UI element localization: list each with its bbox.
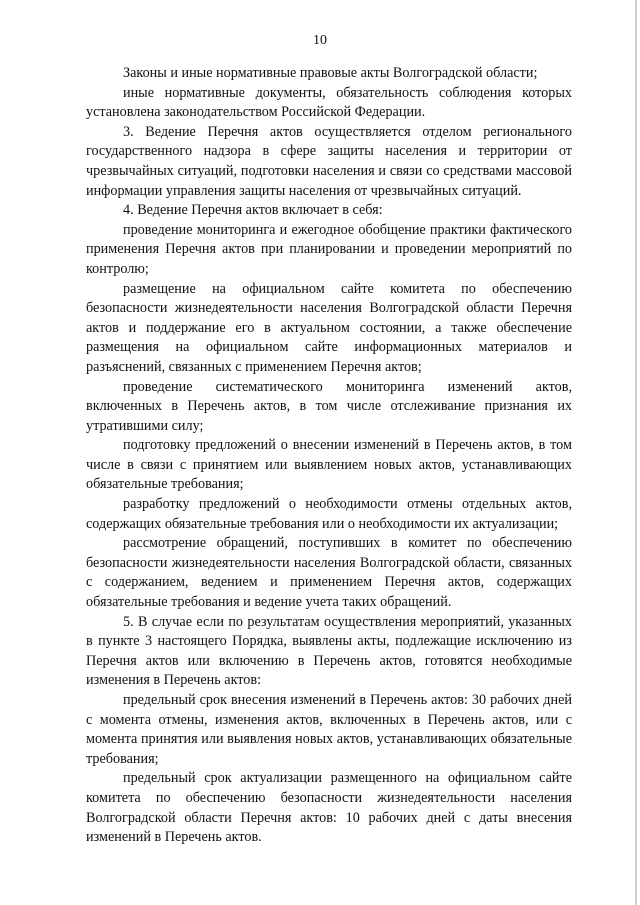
paragraph: 5. В случае если по результатам осуществления мероприятий, указанных в пункте 3 настоящего Порядка, выявлены акты, подлежащие исключению из Перечня актов или включению в Перечень актов, готовятся необходимые изменения в Перечень актов:	[86, 613, 572, 689]
paragraph: иные нормативные документы, обязательность соблюдения которых установлена законодательством Российской Федерации.	[86, 84, 572, 121]
scan-edge-line	[635, 0, 637, 905]
paragraph: проведение систематического мониторинга изменений актов, включенных в Перечень актов, в том числе отслеживание признания их утратившими силу;	[86, 378, 572, 434]
paragraph: Законы и иные нормативные правовые акты Волгоградской области;	[123, 65, 538, 81]
paragraph: рассмотрение обращений, поступивших в комитет по обеспечению безопасности жизнедеятельности населения Волгоградской области, связанных с содержанием, ведением и применением Перечня актов, содержащих обязательные требования и ведение учета таких обращений.	[86, 535, 572, 611]
paragraph: проведение мониторинга и ежегодное обобщение практики фактического применения Перечня актов при планировании и проведении мероприятий по контролю;	[86, 221, 572, 277]
paragraph: предельный срок внесения изменений в Перечень актов: 30 рабочих дней с момента отмены, изменения актов, включенных в Перечень актов, или с момента принятия или выявления новых актов, устанавливающих обязательные требования;	[86, 692, 572, 767]
paragraph: предельный срок актуализации размещенного на официальном сайте комитета по обеспечению безопасности жизнедеятельности населения Волгоградской области Перечня актов: 10 рабочих дней с даты внесения изменений в Перечень актов.	[86, 770, 572, 846]
document-body	[86, 64, 572, 848]
paragraph: размещение на официальном сайте комитета по обеспечению безопасности жизнедеятельности населения Волгоградской области Перечня актов и поддержание его в актуальном состоянии, а также обеспечение размещения на официальном сайте информационных материалов и разъяснений, связанных с применением Перечня актов;	[86, 280, 572, 375]
paragraph: 3. Ведение Перечня актов осуществляется отделом регионального государственного надзора в сфере защиты населения и территории от чрезвычайных ситуаций, подготовки населения и связи со средствами массовой информации управления защиты населения от чрезвычайных ситуаций.	[86, 123, 572, 199]
paragraph: 4. Ведение Перечня актов включает в себя:	[123, 202, 383, 219]
page-number: 10	[313, 33, 327, 48]
paragraph: подготовку предложений о внесении изменений в Перечень актов, в том числе в связи с принятием или выявлением новых актов, устанавливающих обязательные требования;	[86, 437, 572, 493]
paragraph: разработку предложений о необходимости отмены отдельных актов, содержащих обязательные требования или о необходимости их актуализации;	[86, 496, 572, 532]
